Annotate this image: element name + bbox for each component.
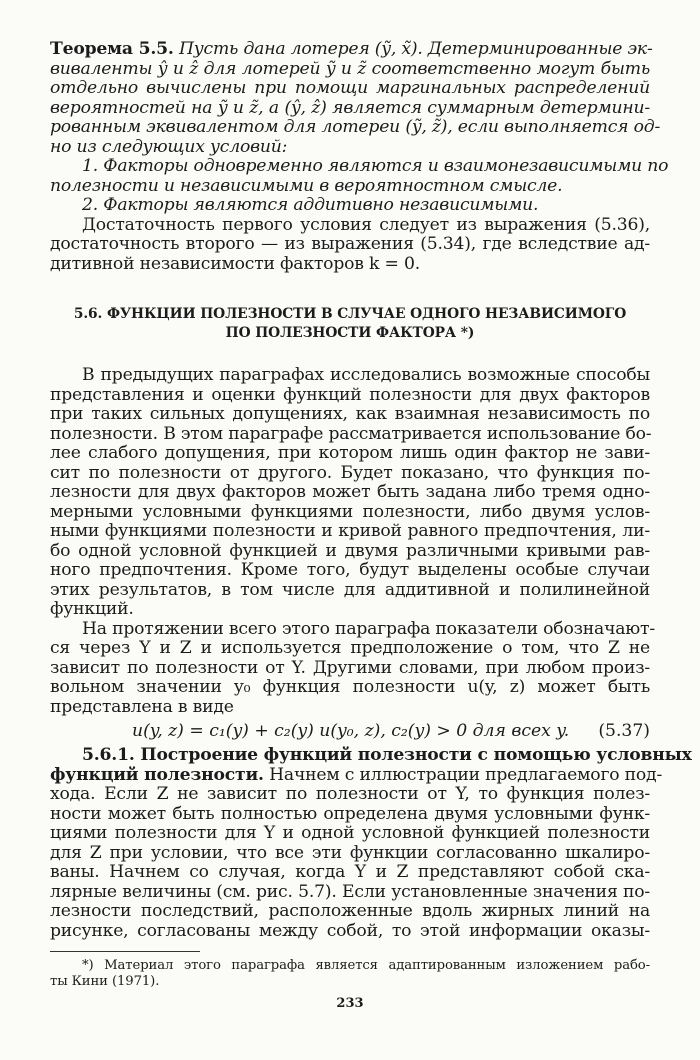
subsection-5-6-1 [50, 745, 692, 941]
theorem-line: вероятностей на ỹ и z̃, а (ŷ, ẑ) является суммарным детермини- [50, 97, 650, 118]
section-heading-line: ПО ПОЛЕЗНОСТИ ФАКТОРА *) [225, 325, 475, 341]
page-number: 233 [336, 996, 364, 1011]
subsection-line: ности может быть полностью определена двумя условными функ- [50, 803, 650, 824]
proof-line: дитивной независимости факторов k = 0. [50, 253, 420, 274]
theorem-line: виваленты ŷ и ẑ для лотерей ỹ и z̃ соответственно могут быть [50, 58, 650, 79]
theorem-condition: 2. Факторы являются аддитивно независимыми. [82, 195, 539, 215]
paragraph-line: сит по полезности от другого. Будет показано, что функция по- [50, 462, 650, 483]
paragraph-line: представления и оценки функций полезности для двух факторов [50, 384, 650, 405]
theorem-line: рованным эквивалентом для лотереи (ỹ, z̃), если выполняется од- [50, 117, 661, 137]
footnote [50, 958, 650, 990]
theorem-condition: полезности и независимыми в вероятностном смысле. [50, 175, 563, 196]
subsection-line: ваны. Начнем со случая, когда Y и Z представляют собой ска- [50, 862, 650, 882]
footnote-line: *) Материал этого параграфа является адаптированным изложением рабо- [82, 958, 650, 973]
subsection-line: функций полезности. Начнем с иллюстрации предлагаемого под- [50, 764, 663, 785]
theorem-block [50, 39, 669, 274]
paragraph-line: ся через Y и Z и используется предположение о том, что Z не [50, 638, 650, 658]
theorem-line: отдельно вычислены при помощи маргинальных распределений [50, 78, 650, 98]
paragraph-line: при таких сильных допущениях, как взаимная независимость по [50, 404, 650, 424]
theorem-label: Теорема 5.5. [50, 39, 174, 59]
paragraph-line: представлена в виде [50, 696, 234, 717]
section-heading-line: 5.6. ФУНКЦИИ ПОЛЕЗНОСТИ В СЛУЧАЕ ОДНОГО НЕЗАВИСИМОГО [73, 306, 627, 322]
subsection-line: лярные величины (см. рис. 5.7). Если установленные значения по- [50, 881, 650, 902]
paragraph-line: лезности для двух факторов может быть задана либо тремя одно- [50, 482, 650, 502]
theorem-condition: 1. Факторы одновременно являются и взаимонезависимыми по [82, 156, 669, 176]
paragraph-intro [50, 365, 655, 717]
paragraph-line: ного предпочтения. Кроме того, будут выделены особые случаи [50, 560, 650, 580]
theorem-line: Теорема 5.5. Пусть дана лотерея (ỹ, x̃). Детерминированные эк- [50, 39, 653, 59]
paragraph-line: этих результатов, в том числе для аддитивной и полилинейной [50, 579, 650, 600]
proof-line: достаточность второго — из выражения (5.34), где вследствие ад- [50, 234, 650, 254]
paragraph-line: мерными условными функциями полезности, либо двумя услов- [50, 501, 650, 522]
subsection-title: 5.6.1. Построение функций полезности с помощью условных [82, 745, 692, 765]
paragraph-line: функций. [50, 599, 134, 619]
footnote-rule [50, 951, 200, 952]
paragraph-line: ными функциями полезности и кривой равного предпочтения, ли- [50, 521, 650, 541]
subsection-line: рисунке, согласованы между собой, то этой информации оказы- [50, 920, 650, 941]
footnote-line: ты Кини (1971). [50, 974, 160, 989]
paragraph-line: В предыдущих параграфах исследовались возможные способы [82, 365, 650, 385]
theorem-line: но из следующих условий: [50, 136, 288, 157]
subsection-line: для Z при условии, что все эти функции согласованно шкалиро- [50, 842, 650, 863]
paragraph-line: полезности. В этом параграфе рассматривается использование бо- [50, 423, 652, 444]
paragraph-line: зависит по полезности от Y. Другими словами, при любом произ- [50, 657, 650, 678]
section-heading [50, 305, 650, 343]
subsection-line: циями полезности для Y и одной условной функцией полезности [50, 823, 650, 843]
proof-line: Достаточность первого условия следует из выражения (5.36), [82, 214, 650, 235]
equation-expression: u(y, z) = c₁(y) + c₂(y) u(y₀, z), c₂(y) > 0 для всех y. [132, 721, 570, 741]
paragraph-line: лее слабого допущения, при котором лишь один фактор не зави- [50, 443, 650, 463]
subsection-title: функций полезности. [50, 764, 264, 785]
equation-number: (5.37) [598, 721, 650, 741]
subsection-line: лезности последствий, расположенные вдоль жирных линий на [50, 901, 650, 921]
paragraph-line: На протяжении всего этого параграфа показатели обозначают- [82, 618, 655, 639]
paragraph-line: бо одной условной функцией и двумя различными кривыми рав- [50, 540, 650, 561]
paragraph-line: вольном значении y₀ функция полезности u(y, z) может быть [50, 677, 650, 697]
subsection-line: хода. Если Z не зависит по полезности от Y, то функция полез- [50, 784, 650, 804]
equation-5-37 [50, 721, 650, 741]
